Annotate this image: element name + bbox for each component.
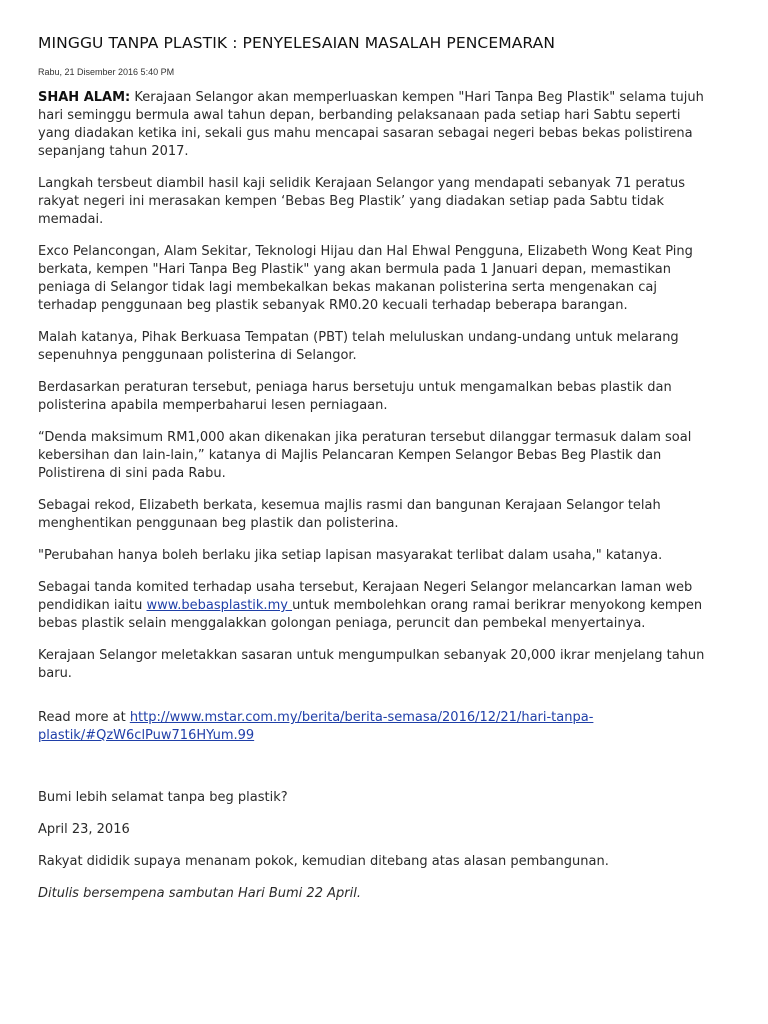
- read-more-link[interactable]: http://www.mstar.com.my/berita/berita-semasa/2016/12/21/hari-tanpa-plastik/#QzW6clPuw716HYum.99: [38, 710, 594, 743]
- link-paragraph-before: Sebagai tanda komited terhadap usaha tersebut, Kerajaan Negeri Selangor melancarkan laman web pendidikan iaitu: [38, 580, 693, 613]
- paragraph: “Denda maksimum RM1,000 akan dikenakan jika peraturan tersebut dilanggar termasuk dalam soal kebersihan dan lain-lain,” katanya di Majlis Pelancaran Kempen Selangor Bebas Beg Plastik dan Polistirena di sini pada Rabu.: [38, 430, 692, 481]
- bebasplastik-link[interactable]: www.bebasplastik.my: [146, 598, 293, 613]
- closing-paragraph: Kerajaan Selangor meletakkan sasaran untuk mengumpulkan sebanyak 20,000 ikrar menjelang tahun baru.: [38, 648, 705, 681]
- article-title: MINGGU TANPA PLASTIK : PENYELESAIAN MASALAH PENCEMARAN: [38, 34, 556, 52]
- article-dateline: Rabu, 21 Disember 2016 5:40 PM: [38, 67, 175, 77]
- paragraph: Langkah tersbeut diambil hasil kaji selidik Kerajaan Selangor yang mendapati sebanyak 71 peratus rakyat negeri ini merasakan kempen ‘Bebas Beg Plastik’ yang diadakan setiap pada Sabtu tidak memadai.: [38, 176, 686, 227]
- paragraph: "Perubahan hanya boleh berlaku jika setiap lapisan masyarakat terlibat dalam usaha," katanya.: [38, 548, 663, 563]
- lead-location: SHAH ALAM:: [38, 90, 131, 105]
- link-paragraph: [38, 579, 708, 633]
- paragraph: Berdasarkan peraturan tersebut, peniaga harus bersetuju untuk mengamalkan bebas plastik dan polisterina apabila memperbaharui lesen perniagaan.: [38, 380, 672, 413]
- lead-paragraph: [38, 89, 708, 161]
- read-more: [38, 709, 708, 745]
- paragraph: Malah katanya, Pihak Berkuasa Tempatan (PBT) telah meluluskan undang-undang untuk melarang sepenuhnya penggunaan polisterina di Selangor.: [38, 330, 679, 363]
- second-article-text: Rakyat dididik supaya menanam pokok, kemudian ditebang atas alasan pembangunan.: [38, 854, 609, 869]
- article-body: [38, 89, 708, 903]
- lead-text: Kerajaan Selangor akan memperluaskan kempen "Hari Tanpa Beg Plastik" selama tujuh hari seminggu bermula awal tahun depan, berbanding pelaksanaan pada setiap hari Sabtu seperti yang diadakan ketika ini, sekali gus mahu mencapai sasaran sebagai negeri bebas bekas polistirena sepanjang tahun 2017.: [38, 90, 704, 159]
- second-article-title: Bumi lebih selamat tanpa beg plastik?: [38, 790, 288, 805]
- paragraph: Sebagai rekod, Elizabeth berkata, kesemua majlis rasmi dan bangunan Kerajaan Selangor telah menghentikan penggunaan beg plastik dan polisterina.: [38, 498, 661, 531]
- read-more-prefix: Read more at: [38, 710, 130, 725]
- second-article-note: Ditulis bersempena sambutan Hari Bumi 22 April.: [38, 886, 361, 901]
- link-paragraph-after: untuk membolehkan orang ramai berikrar menyokong kempen bebas plastik selain menggalakkan golongan peniaga, peruncit dan pembekal menyertainya.: [38, 598, 703, 631]
- second-article-date: April 23, 2016: [38, 822, 130, 837]
- paragraph: Exco Pelancongan, Alam Sekitar, Teknologi Hijau dan Hal Ehwal Pengguna, Elizabeth Wong Keat Ping berkata, kempen "Hari Tanpa Beg Plastik" yang akan bermula pada 1 Januari depan, memastikan peniaga di Selangor tidak lagi membekalkan bekas makanan polisterina serta mengenakan caj terhadap penggunaan beg plastik sebanyak RM0.20 kecuali terhadap beberapa barangan.: [38, 244, 693, 313]
